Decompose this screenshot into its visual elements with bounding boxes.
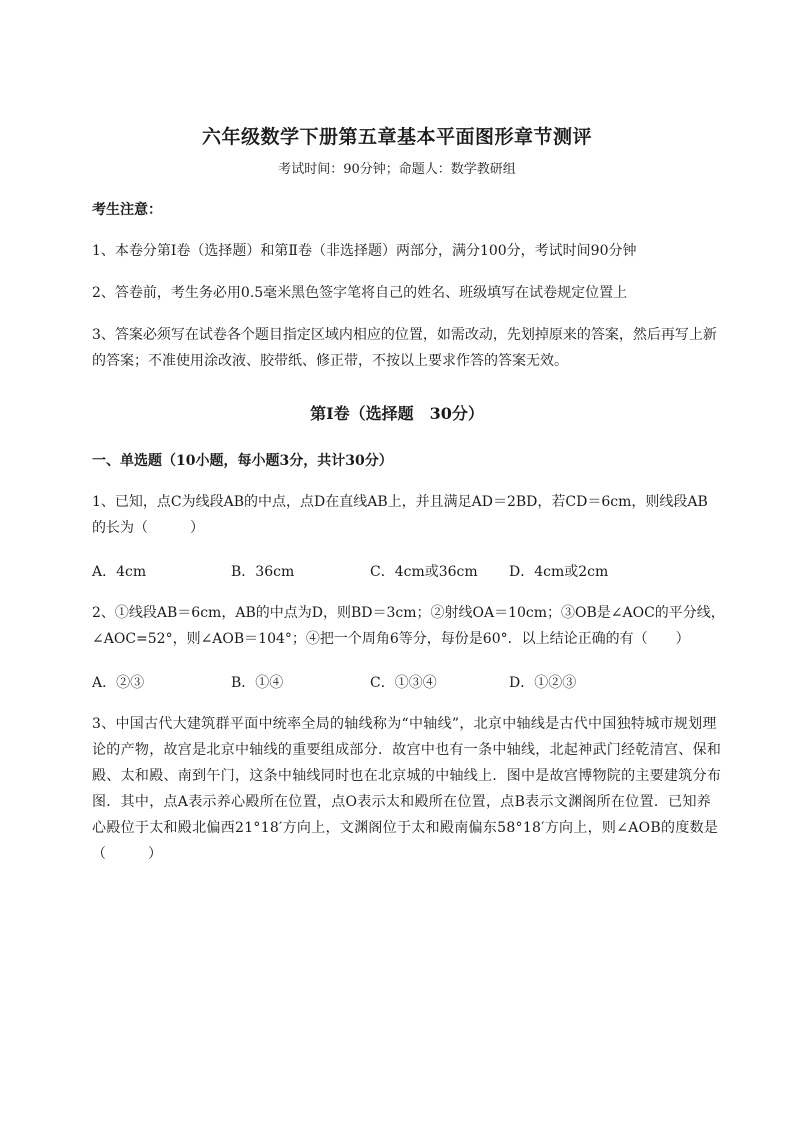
question-3-line-6: （ ） [92,846,162,862]
notice-item-1: 1、本卷分第I卷（选择题）和第Ⅱ卷（非选择题）两部分，满分100分，考试时间90分钟 [92,243,637,259]
question-2-option-a: A．②③ [92,675,145,691]
part-heading: 一、单选题（10小题，每小题3分，共计30分） [92,453,393,469]
question-2-option-b: B．①④ [231,675,284,691]
notice-item-3-line-1: 3、答案必须写在试卷各个题目指定区域内相应的位置，如需改动，先划掉原来的答案，然后再写上新 [92,327,717,343]
notice-item-2: 2、答卷前，考生务必用0.5毫米黑色签字笔将自己的姓名、班级填写在试卷规定位置上 [92,285,628,301]
question-3-line-3: 殿、太和殿、南到午门，这条中轴线同时也在北京城的中轴线上．图中是故宫博物院的主要建筑分布 [92,768,722,784]
question-2-option-d: D．①②③ [509,675,577,691]
notice-heading: 考生注意： [92,202,162,218]
question-1-option-b: B．36cm [231,564,295,580]
question-1-line-2: 的长为（ ） [92,520,204,536]
question-2-line-1: 2、①线段AB＝6cm，AB的中点为D，则BD＝3cm；②射线OA＝10cm；③OB是∠AOC的平分线， [92,605,725,621]
question-3-line-1: 3、中国古代大建筑群平面中统率全局的轴线称为“中轴线”，北京中轴线是古代中国独特城市规划理 [92,716,717,732]
page-title: 六年级数学下册第五章基本平面图形章节测评 [201,126,592,148]
question-1-option-d: D．4cm或2cm [509,564,609,580]
exam-info: 考试时间：90分钟；命题人：数学教研组 [278,162,516,177]
question-3-line-2: 论的产物，故宫是北京中轴线的重要组成部分．故宫中也有一条中轴线，北起神武门经乾清宫、保和 [92,742,722,758]
notice-item-3-line-2: 的答案；不准使用涂改液、胶带纸、修正带，不按以上要求作答的答案无效。 [92,353,568,369]
question-2-option-c: C．①③④ [370,675,437,691]
question-1-line-1: 1、已知，点C为线段AB的中点，点D在直线AB上，并且满足AD＝2BD，若CD＝6cm，则线段AB [92,494,708,510]
section-title: 第I卷（选择题 30分） [310,404,484,423]
question-1-option-c: C．4cm或36cm [370,564,478,580]
question-3-line-5: 心殿位于太和殿北偏西21°18′方向上，文渊阁位于太和殿南偏东58°18′方向上，则∠AOB的度数是 [92,820,719,836]
question-3-line-4: 图．其中，点A表示养心殿所在位置，点O表示太和殿所在位置，点B表示文渊阁所在位置．已知养 [92,794,712,810]
question-2-line-2: ∠AOC=52°，则∠AOB＝104°；④把一个周角6等分，每份是60°．以上结论正确的有（ ） [92,631,690,647]
question-1-option-a: A．4cm [92,564,147,580]
